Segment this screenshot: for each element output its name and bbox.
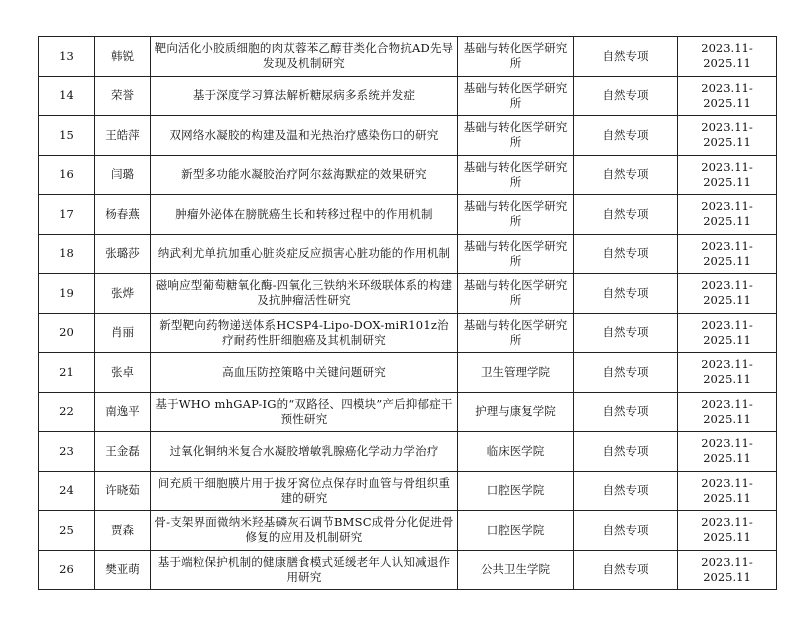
investigator-name: 张卓: [95, 353, 151, 393]
project-category: 自然专项: [574, 550, 678, 590]
table-row: [39, 353, 777, 393]
project-title: 纳武利尤单抗加重心脏炎症反应损害心脏功能的作用机制: [151, 234, 458, 274]
project-category: 自然专项: [574, 274, 678, 314]
department: 基础与转化医学研究所: [458, 76, 574, 116]
table-row: [39, 195, 777, 235]
project-period: 2023.11-2025.11: [678, 37, 777, 77]
table-row: [39, 155, 777, 195]
row-number: 14: [39, 76, 95, 116]
project-period: 2023.11-2025.11: [678, 76, 777, 116]
project-period: 2023.11-2025.11: [678, 392, 777, 432]
department: 基础与转化医学研究所: [458, 155, 574, 195]
row-number: 13: [39, 37, 95, 77]
project-title: 过氧化铜纳米复合水凝胶增敏乳腺癌化学动力学治疗: [151, 432, 458, 472]
investigator-name: 贾森: [95, 511, 151, 551]
investigator-name: 张烨: [95, 274, 151, 314]
department: 卫生管理学院: [458, 353, 574, 393]
investigator-name: 南逸平: [95, 392, 151, 432]
department: 基础与转化医学研究所: [458, 234, 574, 274]
project-category: 自然专项: [574, 195, 678, 235]
investigator-name: 许晓茹: [95, 471, 151, 511]
table-row: [39, 76, 777, 116]
row-number: 17: [39, 195, 95, 235]
project-period: 2023.11-2025.11: [678, 511, 777, 551]
table-row: [39, 392, 777, 432]
project-table-body: [39, 37, 777, 590]
project-title: 新型多功能水凝胶治疗阿尔兹海默症的效果研究: [151, 155, 458, 195]
project-title: 间充质干细胞膜片用于拔牙窝位点保存时血管与骨组织重建的研究: [151, 471, 458, 511]
table-row: [39, 116, 777, 156]
investigator-name: 肖丽: [95, 313, 151, 353]
project-period: 2023.11-2025.11: [678, 550, 777, 590]
project-period: 2023.11-2025.11: [678, 234, 777, 274]
project-period: 2023.11-2025.11: [678, 155, 777, 195]
project-period: 2023.11-2025.11: [678, 195, 777, 235]
row-number: 26: [39, 550, 95, 590]
project-title: 基于WHO mhGAP-IG的“双路径、四模块”产后抑郁症干预性研究: [151, 392, 458, 432]
investigator-name: 张璐莎: [95, 234, 151, 274]
row-number: 24: [39, 471, 95, 511]
table-row: [39, 37, 777, 77]
project-category: 自然专项: [574, 313, 678, 353]
project-category: 自然专项: [574, 511, 678, 551]
project-category: 自然专项: [574, 76, 678, 116]
project-period: 2023.11-2025.11: [678, 471, 777, 511]
row-number: 19: [39, 274, 95, 314]
table-row: [39, 550, 777, 590]
project-title: 骨-支架界面微纳米羟基磷灰石调节BMSC成骨分化促进骨修复的应用及机制研究: [151, 511, 458, 551]
department: 护理与康复学院: [458, 392, 574, 432]
department: 临床医学院: [458, 432, 574, 472]
row-number: 15: [39, 116, 95, 156]
project-period: 2023.11-2025.11: [678, 432, 777, 472]
project-title: 靶向活化小胶质细胞的肉苁蓉苯乙醇苷类化合物抗AD先导发现及机制研究: [151, 37, 458, 77]
row-number: 16: [39, 155, 95, 195]
investigator-name: 王金磊: [95, 432, 151, 472]
department: 基础与转化医学研究所: [458, 37, 574, 77]
investigator-name: 王皓萍: [95, 116, 151, 156]
project-category: 自然专项: [574, 155, 678, 195]
investigator-name: 闫璐: [95, 155, 151, 195]
project-period: 2023.11-2025.11: [678, 274, 777, 314]
project-category: 自然专项: [574, 432, 678, 472]
row-number: 18: [39, 234, 95, 274]
table-row: [39, 432, 777, 472]
project-table: [38, 36, 777, 590]
department: 基础与转化医学研究所: [458, 195, 574, 235]
investigator-name: 杨春燕: [95, 195, 151, 235]
department: 公共卫生学院: [458, 550, 574, 590]
table-row: [39, 274, 777, 314]
row-number: 21: [39, 353, 95, 393]
row-number: 22: [39, 392, 95, 432]
project-title: 高血压防控策略中关键问题研究: [151, 353, 458, 393]
project-title: 新型靶向药物递送体系HCSP4-Lipo-DOX-miR101z治疗耐药性肝细胞癌及其机制研究: [151, 313, 458, 353]
project-category: 自然专项: [574, 353, 678, 393]
department: 基础与转化医学研究所: [458, 313, 574, 353]
project-title: 双网络水凝胶的构建及温和光热治疗感染伤口的研究: [151, 116, 458, 156]
project-category: 自然专项: [574, 471, 678, 511]
investigator-name: 韩锐: [95, 37, 151, 77]
project-period: 2023.11-2025.11: [678, 116, 777, 156]
row-number: 20: [39, 313, 95, 353]
row-number: 23: [39, 432, 95, 472]
project-title: 基于深度学习算法解析糖尿病多系统并发症: [151, 76, 458, 116]
table-row: [39, 471, 777, 511]
table-row: [39, 511, 777, 551]
table-row: [39, 234, 777, 274]
investigator-name: 荣誉: [95, 76, 151, 116]
project-period: 2023.11-2025.11: [678, 313, 777, 353]
project-title: 肿瘤外泌体在膀胱癌生长和转移过程中的作用机制: [151, 195, 458, 235]
project-category: 自然专项: [574, 37, 678, 77]
project-category: 自然专项: [574, 116, 678, 156]
project-category: 自然专项: [574, 392, 678, 432]
row-number: 25: [39, 511, 95, 551]
project-title: 磁响应型葡萄糖氧化酶-四氧化三铁纳米环级联体系的构建及抗肿瘤活性研究: [151, 274, 458, 314]
investigator-name: 樊亚萌: [95, 550, 151, 590]
department: 口腔医学院: [458, 511, 574, 551]
department: 基础与转化医学研究所: [458, 116, 574, 156]
department: 基础与转化医学研究所: [458, 274, 574, 314]
project-period: 2023.11-2025.11: [678, 353, 777, 393]
table-row: [39, 313, 777, 353]
project-category: 自然专项: [574, 234, 678, 274]
department: 口腔医学院: [458, 471, 574, 511]
project-title: 基于端粒保护机制的健康膳食模式延缓老年人认知减退作用研究: [151, 550, 458, 590]
